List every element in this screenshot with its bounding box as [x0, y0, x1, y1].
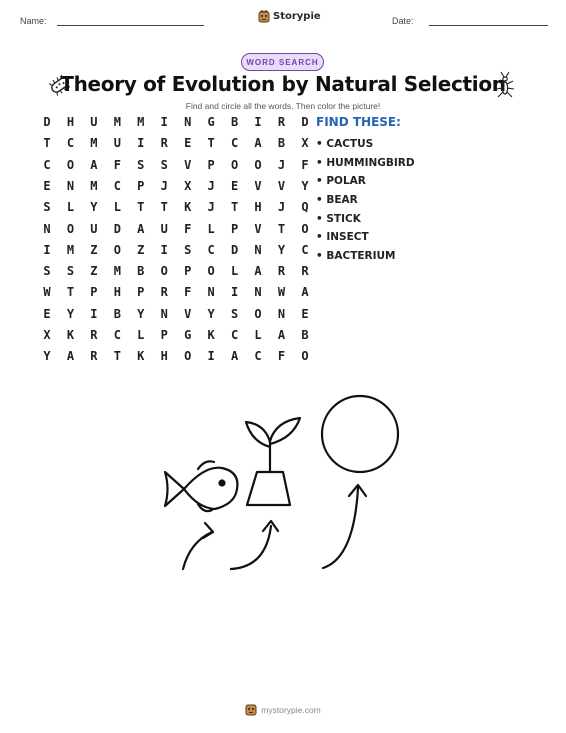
grid-letter[interactable]: S	[43, 264, 51, 279]
grid-letter[interactable]: I	[230, 285, 239, 300]
grid-letter[interactable]: D	[113, 221, 121, 236]
grid-letter[interactable]: R	[160, 136, 168, 151]
grid-letter[interactable]: R	[160, 285, 168, 300]
word-list-item: • CACTUS	[316, 138, 374, 150]
grid-letter[interactable]: M	[113, 264, 121, 279]
grid-letter[interactable]: O	[113, 242, 121, 257]
grid-letter[interactable]: B	[137, 264, 145, 279]
grid-letter[interactable]: I	[43, 242, 51, 257]
grid-letter[interactable]: T	[207, 136, 215, 151]
grid-letter[interactable]: J	[277, 157, 286, 172]
word-list-item: • STICK	[316, 212, 361, 225]
grid-letter[interactable]: A	[90, 157, 98, 172]
grid-letter[interactable]: W	[43, 285, 51, 300]
brand	[258, 10, 321, 23]
grid-letter[interactable]: N	[66, 178, 75, 193]
name-line	[57, 25, 204, 26]
grid-letter[interactable]: A	[137, 221, 145, 236]
grid-letter[interactable]: N	[277, 306, 286, 321]
arrow-icon	[183, 485, 366, 569]
grid-letter[interactable]: O	[160, 264, 168, 279]
grid-letter[interactable]: C	[66, 136, 75, 151]
insect-icon	[493, 71, 517, 99]
grid-letter[interactable]: R	[277, 115, 286, 129]
grid-letter[interactable]: P	[160, 328, 168, 342]
grid-letter[interactable]: P	[207, 157, 215, 172]
storypie-logo-icon	[245, 703, 257, 716]
grid-letter[interactable]: A	[254, 136, 262, 151]
date-label: Date:	[392, 16, 414, 26]
grid-letter[interactable]: E	[230, 178, 239, 193]
grid-letter[interactable]: M	[113, 115, 121, 129]
grid-letter[interactable]: O	[66, 157, 75, 172]
grid-letter[interactable]: C	[230, 328, 239, 342]
grid-letter[interactable]: O	[207, 264, 215, 279]
grid-letter[interactable]: L	[113, 200, 121, 215]
grid-letter[interactable]: W	[277, 285, 286, 300]
grid-letter[interactable]: D	[43, 115, 51, 129]
page-title: Theory of Evolution by Natural Selection	[60, 72, 506, 96]
grid-letter[interactable]: M	[90, 136, 98, 151]
grid-letter[interactable]: N	[184, 115, 192, 129]
grid-letter[interactable]: A	[301, 285, 309, 300]
grid-letter[interactable]: N	[254, 242, 262, 257]
grid-letter[interactable]: V	[254, 178, 262, 193]
grid-letter[interactable]: M	[90, 178, 98, 193]
grid-letter[interactable]: G	[184, 328, 192, 342]
grid-letter[interactable]: Y	[43, 349, 51, 364]
grid-letter[interactable]: F	[301, 157, 309, 172]
fish-icon[interactable]	[165, 461, 237, 511]
grid-letter[interactable]: I	[254, 115, 262, 129]
instructions: Find and circle all the words. Then color the picture!	[185, 101, 381, 111]
grid-letter[interactable]: Y	[207, 306, 215, 321]
grid-letter[interactable]: V	[277, 178, 286, 193]
grid-letter[interactable]: Y	[301, 178, 309, 193]
grid-letter[interactable]: O	[184, 349, 192, 364]
grid-letter[interactable]: H	[66, 115, 75, 129]
grid-letter[interactable]: Z	[90, 242, 98, 257]
grid-letter[interactable]: J	[207, 178, 215, 193]
brand-name: Storypie	[273, 11, 321, 22]
grid-letter[interactable]: T	[230, 200, 239, 215]
grid-letter[interactable]: O	[66, 221, 75, 236]
grid-letter[interactable]: B	[277, 136, 286, 151]
grid-letter[interactable]: D	[230, 242, 239, 257]
grid-letter[interactable]: T	[113, 349, 121, 364]
grid-letter[interactable]: M	[137, 115, 145, 129]
grid-letter[interactable]: C	[207, 242, 215, 257]
word-list-item: • POLAR	[316, 175, 366, 188]
grid-letter[interactable]: E	[43, 178, 51, 193]
grid-letter[interactable]: Y	[277, 242, 286, 257]
grid-letter[interactable]: S	[230, 306, 239, 321]
grid-letter[interactable]: I	[160, 242, 168, 257]
word-list-item: • BACTERIUM	[316, 250, 396, 263]
footer-url[interactable]: mystorypie.com	[261, 704, 321, 715]
grid-letter[interactable]: N	[43, 221, 51, 236]
grid-letter[interactable]: U	[113, 136, 121, 151]
grid-letter[interactable]: F	[277, 349, 286, 364]
grid-letter[interactable]: T	[277, 221, 286, 236]
grid-letter[interactable]: P	[137, 285, 145, 300]
grid-letter[interactable]: S	[43, 200, 51, 215]
grid-letter[interactable]: R	[90, 349, 98, 364]
grid-letter[interactable]: J	[207, 200, 215, 215]
grid-letter[interactable]: V	[184, 157, 192, 172]
grid-letter[interactable]: Q	[301, 200, 309, 215]
grid-letter[interactable]: V	[254, 221, 262, 236]
grid-letter[interactable]: U	[160, 221, 168, 236]
grid-letter[interactable]: A	[230, 349, 239, 364]
grid-letter[interactable]: X	[301, 136, 309, 151]
grid-letter[interactable]: K	[207, 328, 215, 342]
grid-letter[interactable]: C	[230, 136, 239, 151]
grid-letter[interactable]: T	[43, 136, 51, 151]
grid-letter[interactable]: G	[207, 115, 215, 129]
grid-letter[interactable]: T	[137, 200, 145, 215]
grid-letter[interactable]: O	[230, 157, 239, 172]
sprout-pot-icon[interactable]	[246, 418, 300, 505]
circle-icon[interactable]	[322, 396, 398, 472]
word-list	[316, 137, 415, 268]
grid-letter[interactable]: P	[184, 264, 192, 279]
grid-letter[interactable]: V	[184, 306, 192, 321]
grid-letter[interactable]: I	[137, 136, 145, 151]
grid-letter[interactable]: E	[301, 306, 309, 321]
grid-letter[interactable]: H	[160, 349, 168, 364]
grid-letter[interactable]: Y	[66, 306, 75, 321]
word-list-item: • BEAR	[316, 194, 358, 207]
grid-letter[interactable]: M	[66, 242, 75, 257]
grid-letter[interactable]: N	[160, 306, 168, 321]
grid-letter[interactable]: C	[113, 328, 121, 342]
grid-letter[interactable]: K	[184, 200, 192, 215]
grid-letter[interactable]: B	[301, 328, 309, 342]
grid-letter[interactable]: L	[207, 221, 215, 236]
grid-letter[interactable]: D	[301, 115, 309, 129]
grid-letter[interactable]: I	[160, 115, 168, 129]
grid-letter[interactable]: Z	[137, 242, 145, 257]
grid-letter[interactable]: F	[184, 221, 192, 236]
storypie-logo-icon	[258, 10, 270, 23]
grid-letter[interactable]: Y	[90, 200, 98, 215]
grid-letter[interactable]: Z	[90, 264, 98, 279]
grid-letter[interactable]: L	[66, 200, 75, 215]
grid-letter[interactable]: B	[113, 306, 121, 321]
grid-letter[interactable]: A	[66, 349, 75, 364]
grid-letter[interactable]: C	[254, 349, 262, 364]
footer	[0, 703, 566, 716]
grid-letter[interactable]: I	[207, 349, 215, 364]
title-row	[0, 70, 566, 102]
grid-letter[interactable]: K	[66, 328, 75, 342]
word-list-item: • INSECT	[316, 231, 369, 244]
grid-letter[interactable]: O	[301, 349, 309, 364]
picture	[160, 392, 410, 577]
grid-letter[interactable]: P	[90, 285, 98, 300]
grid-letter[interactable]: C	[113, 178, 121, 193]
grid-letter[interactable]: S	[137, 157, 145, 172]
grid-letter[interactable]: N	[207, 285, 215, 300]
grid-letter[interactable]: T	[66, 285, 75, 300]
grid-letter[interactable]: J	[277, 200, 286, 215]
grid-letter[interactable]: C	[301, 242, 309, 257]
header	[0, 0, 566, 40]
grid-letter[interactable]: H	[254, 200, 262, 215]
grid-letter[interactable]: T	[160, 200, 168, 215]
grid-letter[interactable]: L	[137, 328, 145, 342]
grid-letter[interactable]: S	[184, 242, 192, 257]
grid-letter[interactable]: O	[254, 157, 262, 172]
grid-letter[interactable]: P	[230, 221, 239, 236]
date-line	[429, 25, 548, 26]
grid-letter[interactable]: C	[43, 157, 51, 172]
grid-letter[interactable]: O	[254, 306, 262, 321]
grid-letter[interactable]: B	[230, 115, 239, 129]
word-list-item: • HUMMINGBIRD	[316, 156, 415, 169]
grid-letter[interactable]: L	[254, 328, 262, 342]
grid-letter[interactable]: F	[184, 285, 192, 300]
grid-letter[interactable]: S	[160, 157, 168, 172]
name-label: Name:	[20, 16, 47, 26]
grid-letter[interactable]: A	[254, 264, 262, 279]
grid-letter[interactable]: F	[113, 157, 121, 172]
grid-letter[interactable]: O	[301, 221, 309, 236]
grid-letter[interactable]: K	[137, 349, 145, 364]
grid-letter[interactable]: U	[90, 115, 98, 129]
grid-letter[interactable]: P	[137, 178, 145, 193]
grid-letter[interactable]: R	[90, 328, 98, 342]
grid-letter[interactable]: A	[277, 328, 286, 342]
grid-letter[interactable]: I	[90, 306, 98, 321]
find-these-title: FIND THESE:	[316, 115, 401, 129]
grid-letter[interactable]: E	[43, 306, 51, 321]
word-search-badge: WORD SEARCH	[241, 53, 324, 71]
grid-letter[interactable]: Y	[137, 306, 145, 321]
grid-letter[interactable]: H	[113, 285, 121, 300]
grid-letter[interactable]: L	[230, 264, 239, 279]
grid-letter[interactable]: E	[184, 136, 192, 151]
grid-letter[interactable]: R	[301, 264, 309, 279]
grid-letter[interactable]: N	[254, 285, 262, 300]
grid-letter[interactable]: J	[160, 178, 168, 193]
grid-letter[interactable]: R	[277, 264, 286, 279]
grid-letter[interactable]: X	[184, 178, 192, 193]
grid-letter[interactable]: X	[43, 328, 51, 342]
grid-letter[interactable]: S	[66, 264, 75, 279]
grid-letter[interactable]: U	[90, 221, 98, 236]
